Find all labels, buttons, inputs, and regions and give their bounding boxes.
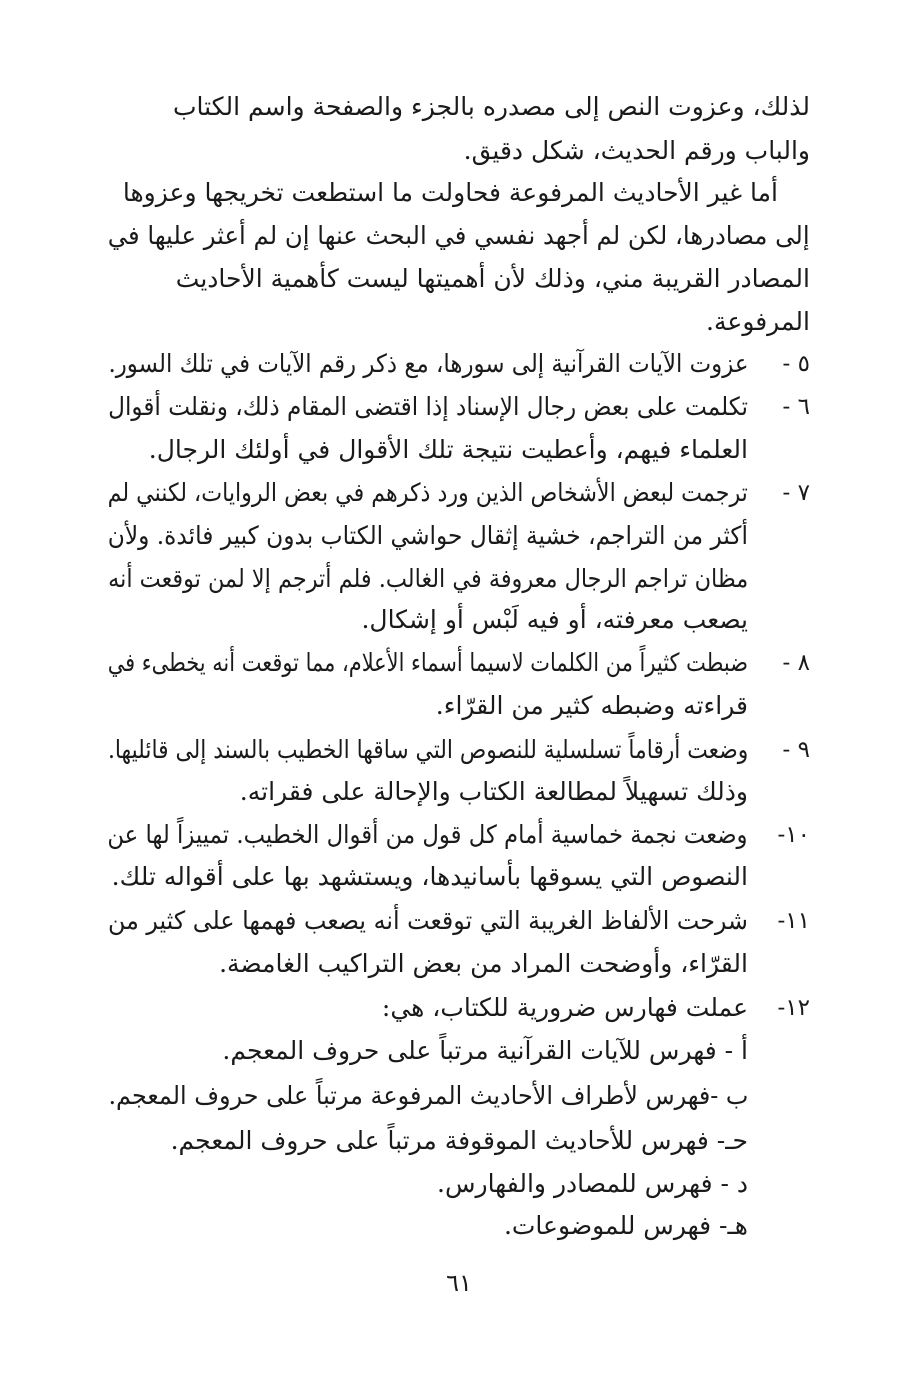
intro-line-2: والباب ورقم الحديث، شكل دقيق. (463, 136, 810, 165)
index-item: هـ- فهرس للموضوعات. (503, 1211, 748, 1240)
item-line: مظان تراجم الرجال معروفة في الغالب. فلم أترجم إلا لمن توقعت أنه (107, 564, 748, 593)
item-line: وضعت أرقاماً تسلسلية للنصوص التي ساقها الخطيب بالسند إلى قائليها. (107, 735, 748, 764)
index-item: أ - فهرس للآيات القرآنية مرتباً على حروف المعجم. (222, 1036, 748, 1065)
item-line: وذلك تسهيلاً لمطالعة الكتاب والإحالة على فقراته. (239, 777, 748, 806)
page-number: ٦١ (446, 1269, 472, 1297)
intro-line-5: المصادر القريبة مني، وذلك لأن أهميتها ليست كأهمية الأحاديث (175, 264, 810, 293)
intro-line-6: المرفوعة. (706, 307, 810, 336)
item-number: ١١- (777, 908, 810, 934)
item-number: ٨ - (782, 650, 810, 676)
intro-line-3: أما غير الأحاديث المرفوعة فحاولت ما استطعت تخريجها وعزوها (122, 178, 778, 207)
item-number: ١٢- (777, 995, 810, 1021)
item-line: ضبطت كثيراً من الكلمات لاسيما أسماء الأعلام، مما توقعت أنه يخطىء في (107, 648, 748, 677)
item-line: وضعت نجمة خماسية أمام كل قول من أقوال الخطيب. تمييزاً لها عن (107, 820, 748, 849)
item-line: عملت فهارس ضرورية للكتاب، هي: (381, 993, 748, 1022)
item-number: ١٠- (777, 822, 810, 848)
item-number: ٧ - (782, 480, 810, 506)
item-line: يصعب معرفته، أو فيه لَبْس أو إشكال. (361, 605, 748, 634)
index-item: د - فهرس للمصادر والفهارس. (437, 1169, 748, 1198)
item-line: النصوص التي يسوقها بأسانيدها، ويستشهد بها على أقواله تلك. (111, 862, 748, 891)
index-item: ب -فهرس لأطراف الأحاديث المرفوعة مرتباً على حروف المعجم. (108, 1081, 748, 1110)
index-item: حـ- فهرس للأحاديث الموقوفة مرتباً على حروف المعجم. (170, 1126, 748, 1155)
item-line: قراءته وضبطه كثير من القرّاء. (435, 691, 748, 720)
item-line: القرّاء، وأوضحت المراد من بعض التراكيب الغامضة. (219, 949, 748, 978)
item-line: عزوت الآيات القرآنية إلى سورها، مع ذكر رقم الآيات في تلك السور. (107, 349, 748, 378)
item-line: العلماء فيهم، وأعطيت نتيجة تلك الأقوال في أولئك الرجال. (148, 435, 748, 464)
item-line: أكثر من التراجم، خشية إثقال حواشي الكتاب بدون كبير فائدة. ولأن (107, 521, 748, 550)
item-number: ٥ - (782, 351, 810, 377)
intro-line-4: إلى مصادرها، لكن لم أجهد نفسي في البحث عنها إن لم أعثر عليها في (108, 221, 810, 250)
item-number: ٩ - (782, 737, 810, 763)
item-number: ٦ - (782, 394, 810, 420)
item-line: تكلمت على بعض رجال الإسناد إذا اقتضى المقام ذلك، ونقلت أقوال (108, 392, 748, 421)
item-line: شرحت الألفاظ الغريبة التي توقعت أنه يصعب فهمها على كثير من (107, 906, 748, 935)
item-line: ترجمت لبعض الأشخاص الذين ورد ذكرهم في بعض الروايات، لكنني لم (107, 478, 748, 507)
intro-line-1: لذلك، وعزوت النص إلى مصدره بالجزء والصفحة واسم الكتاب (172, 92, 810, 121)
